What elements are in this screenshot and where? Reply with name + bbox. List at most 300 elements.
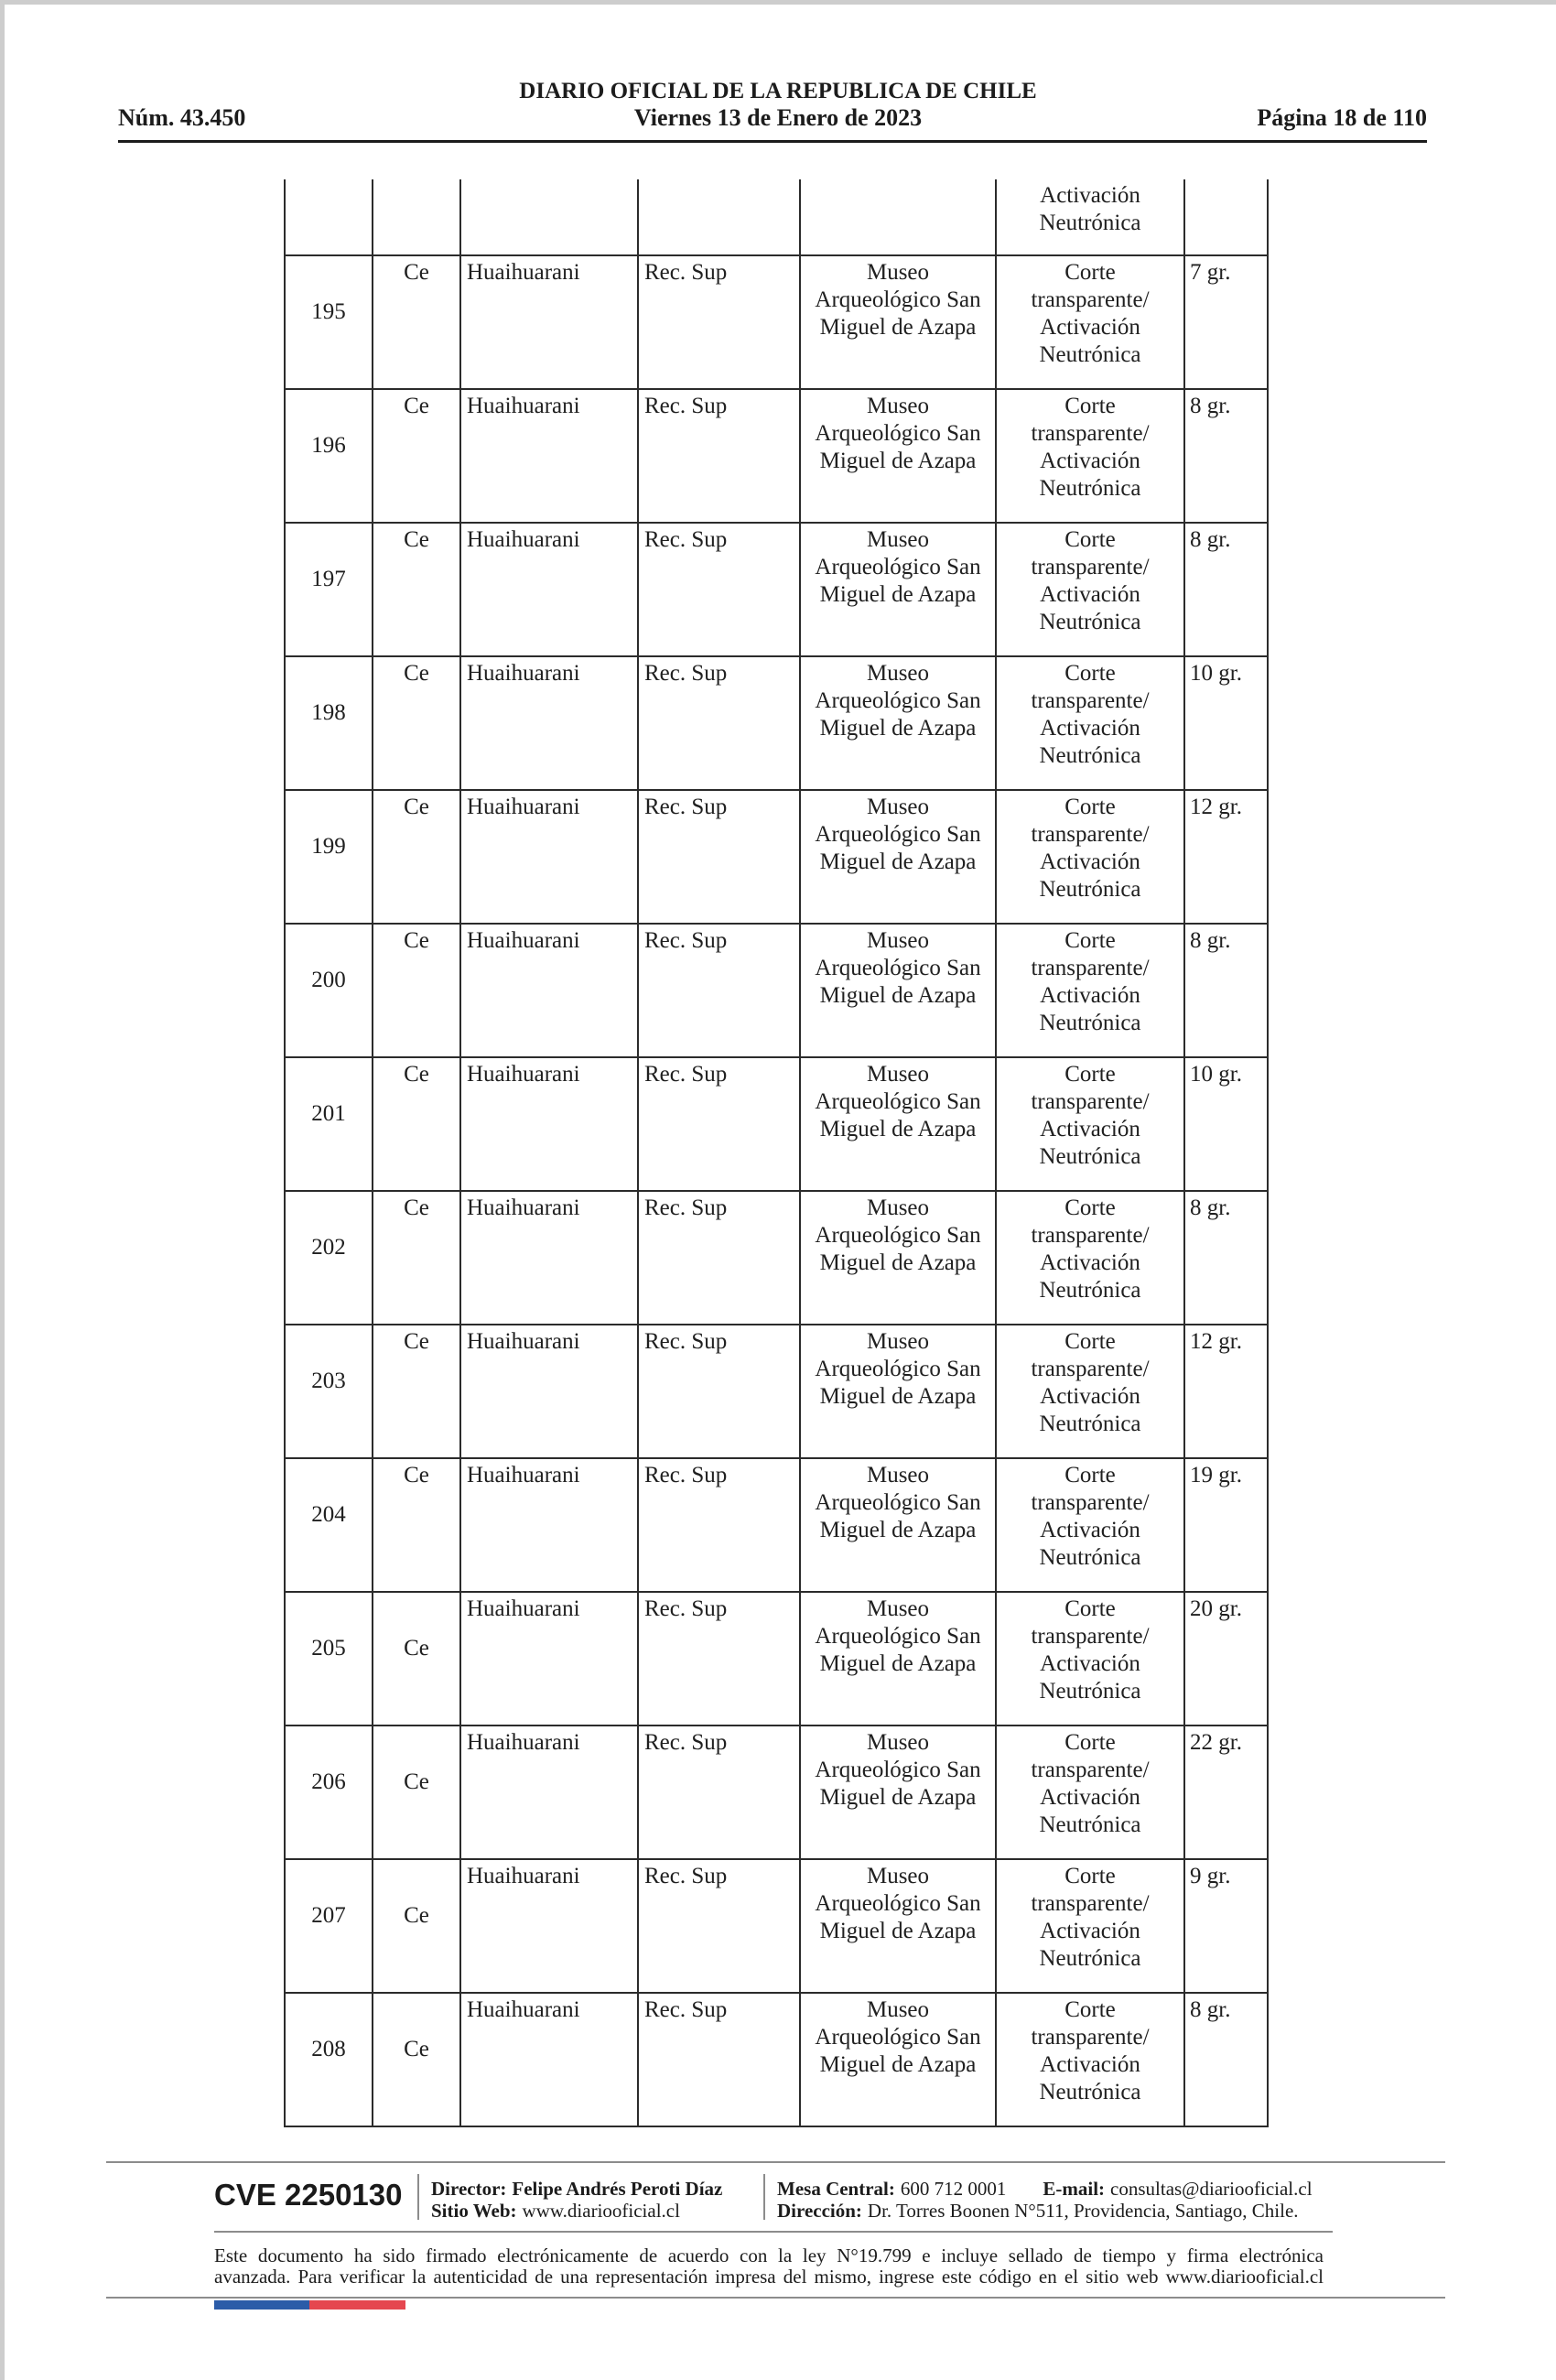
analysis-method-line: Neutrónica — [1039, 743, 1141, 768]
analysis-method-line: Activación — [1040, 1384, 1140, 1409]
analysis-method — [996, 179, 1184, 255]
director-label: Director: — [431, 2178, 507, 2200]
element-symbol — [373, 924, 460, 1057]
sample-weight-line: 8 gr. — [1190, 928, 1231, 953]
museum-name-line: Miguel de Azapa — [819, 1651, 977, 1676]
museum-name-line: Museo — [866, 1997, 930, 2022]
analysis-method-line: Activación — [1040, 449, 1140, 473]
analysis-method — [996, 656, 1184, 790]
sample-type — [638, 1592, 800, 1726]
analysis-method-line: Activación — [1040, 582, 1140, 607]
museum-name — [800, 790, 996, 924]
element-symbol — [373, 523, 460, 656]
email-label: E-mail: — [1043, 2178, 1106, 2200]
row-number-line: 198 — [311, 700, 346, 725]
site-name — [460, 1191, 638, 1325]
analysis-method — [996, 1325, 1184, 1458]
analysis-method-line: transparente/ — [1031, 2025, 1150, 2050]
museum-name-line: Arqueológico San — [815, 1089, 981, 1114]
row-number — [285, 179, 373, 255]
analysis-method — [996, 1859, 1184, 1993]
element-symbol — [373, 1993, 460, 2126]
museum-name-line: Arqueológico San — [815, 1758, 981, 1782]
element-symbol — [373, 1592, 460, 1726]
site-name — [460, 1859, 638, 1993]
analysis-method-line: transparente/ — [1031, 1624, 1150, 1649]
analysis-method — [996, 1057, 1184, 1191]
analysis-method-line: Corte — [1064, 928, 1116, 953]
sample-type-line: Rec. Sup — [644, 1195, 728, 1220]
sample-type — [638, 1191, 800, 1325]
analysis-method-line: Activación — [1040, 716, 1140, 741]
analysis-method — [996, 389, 1184, 523]
row-number-line: 208 — [311, 2037, 346, 2061]
cve-code: CVE 2250130 — [214, 2178, 403, 2212]
museum-name-line: Arqueológico San — [815, 1357, 981, 1381]
row-number-line: 204 — [311, 1502, 346, 1527]
row-number — [285, 523, 373, 656]
analysis-method — [996, 1592, 1184, 1726]
row-number — [285, 1057, 373, 1191]
analysis-method-line: Corte — [1064, 394, 1116, 418]
museum-name — [800, 523, 996, 656]
analysis-method-line: Corte — [1064, 1062, 1116, 1087]
table-row — [285, 1993, 1268, 2126]
sample-type-line: Rec. Sup — [644, 1997, 728, 2022]
contact-line — [777, 2178, 1313, 2200]
sample-weight-line: 9 gr. — [1190, 1864, 1231, 1888]
sample-weight-line: 8 gr. — [1190, 1195, 1231, 1220]
museum-name-line: Museo — [866, 1596, 930, 1621]
table-row — [285, 1859, 1268, 1993]
museum-name-line: Arqueológico San — [815, 822, 981, 847]
analysis-method-line: Activación — [1040, 1250, 1140, 1275]
museum-name-line: Miguel de Azapa — [819, 983, 977, 1008]
analysis-method-line: Neutrónica — [1039, 1812, 1141, 1837]
flag-stripe-blue — [214, 2300, 309, 2310]
sample-type-line: Rec. Sup — [644, 1329, 728, 1354]
site-name — [460, 523, 638, 656]
site-name-line: Huaihuarani — [467, 1730, 580, 1755]
museum-name-line: Museo — [866, 1329, 930, 1354]
element-symbol-line: Ce — [404, 260, 429, 285]
museum-name-line: Museo — [866, 1730, 930, 1755]
sample-type — [638, 1325, 800, 1458]
site-name — [460, 1325, 638, 1458]
sample-weight-line: 22 gr. — [1190, 1730, 1242, 1755]
analysis-method-line: transparente/ — [1031, 956, 1150, 980]
phone-number: 600 712 0001 — [900, 2178, 1007, 2200]
museum-name — [800, 1057, 996, 1191]
museum-name — [800, 1458, 996, 1592]
museum-name-line: Miguel de Azapa — [819, 1117, 977, 1141]
analysis-method-line: Corte — [1064, 1864, 1116, 1888]
row-number-line: 195 — [311, 299, 346, 324]
element-symbol — [373, 1458, 460, 1592]
analysis-method-line: Activación — [1040, 2052, 1140, 2077]
sample-weight — [1184, 255, 1268, 389]
table-row — [285, 924, 1268, 1057]
address-line — [777, 2200, 1313, 2222]
analysis-method-line: transparente/ — [1031, 1490, 1150, 1515]
element-symbol — [373, 656, 460, 790]
sample-type-line: Rec. Sup — [644, 527, 728, 552]
museum-name — [800, 1325, 996, 1458]
site-name-line: Huaihuarani — [467, 1864, 580, 1888]
sample-weight — [1184, 1057, 1268, 1191]
sample-type — [638, 179, 800, 255]
sample-type — [638, 1458, 800, 1592]
museum-name — [800, 389, 996, 523]
table-row — [285, 1726, 1268, 1859]
site-name — [460, 255, 638, 389]
analysis-method-line: transparente/ — [1031, 1223, 1150, 1248]
row-number — [285, 1726, 373, 1859]
element-symbol — [373, 1726, 460, 1859]
footer-contact-block — [777, 2178, 1313, 2222]
analysis-method-line: Corte — [1064, 260, 1116, 285]
museum-name-line: Miguel de Azapa — [819, 582, 977, 607]
analysis-method-line: transparente/ — [1031, 421, 1150, 446]
analysis-method-line: Neutrónica — [1039, 1144, 1141, 1169]
analysis-method-line: Neutrónica — [1039, 1412, 1141, 1436]
analysis-method-line: Corte — [1064, 1463, 1116, 1488]
museum-name-line: Miguel de Azapa — [819, 315, 977, 340]
header-divider — [118, 140, 1427, 143]
footer-director-block — [431, 2178, 722, 2222]
site-name-line: Huaihuarani — [467, 795, 580, 819]
site-name — [460, 1993, 638, 2126]
analysis-method-line: Neutrónica — [1039, 342, 1141, 367]
sample-type — [638, 924, 800, 1057]
museum-name-line: Arqueológico San — [815, 1891, 981, 1916]
analysis-method — [996, 1191, 1184, 1325]
element-symbol-line: Ce — [404, 1769, 429, 1794]
analysis-method-line: Activación — [1040, 315, 1140, 340]
director-line — [431, 2178, 722, 2200]
site-name-line: Huaihuarani — [467, 1596, 580, 1621]
site-name-line: Huaihuarani — [467, 1195, 580, 1220]
sample-type-line: Rec. Sup — [644, 928, 728, 953]
site-name-line: Huaihuarani — [467, 1463, 580, 1488]
museum-name-line: Miguel de Azapa — [819, 716, 977, 741]
sample-type — [638, 1993, 800, 2126]
element-symbol — [373, 1191, 460, 1325]
museum-name-line: Miguel de Azapa — [819, 849, 977, 874]
analysis-method-line: Activación — [1040, 849, 1140, 874]
analysis-method-line: Activación — [1040, 983, 1140, 1008]
analysis-method — [996, 1726, 1184, 1859]
museum-name-line: Arqueológico San — [815, 1223, 981, 1248]
sample-type — [638, 790, 800, 924]
museum-name-line: Miguel de Azapa — [819, 2052, 977, 2077]
element-symbol — [373, 255, 460, 389]
analysis-method-line: Neutrónica — [1039, 877, 1141, 902]
analysis-method-line: transparente/ — [1031, 688, 1150, 713]
analysis-method-line: Corte — [1064, 795, 1116, 819]
row-number — [285, 656, 373, 790]
sample-type-line: Rec. Sup — [644, 1730, 728, 1755]
element-symbol — [373, 1325, 460, 1458]
sample-weight — [1184, 1859, 1268, 1993]
element-symbol-line: Ce — [404, 527, 429, 552]
sample-type — [638, 1859, 800, 1993]
sample-type — [638, 656, 800, 790]
sample-weight — [1184, 1726, 1268, 1859]
sample-weight — [1184, 1191, 1268, 1325]
sample-type-line: Rec. Sup — [644, 1062, 728, 1087]
table-row — [285, 389, 1268, 523]
element-symbol — [373, 790, 460, 924]
row-number-line: 203 — [311, 1368, 346, 1393]
site-name — [460, 656, 638, 790]
museum-name-line: Museo — [866, 1062, 930, 1087]
museum-name-line: Miguel de Azapa — [819, 1250, 977, 1275]
museum-name-line: Museo — [866, 795, 930, 819]
museum-name-line: Arqueológico San — [815, 1624, 981, 1649]
element-symbol-line: Ce — [404, 394, 429, 418]
analysis-method-line: Neutrónica — [1039, 1011, 1141, 1035]
museum-name — [800, 1859, 996, 1993]
museum-name-line: Miguel de Azapa — [819, 1384, 977, 1409]
sample-type-line: Rec. Sup — [644, 260, 728, 285]
element-symbol-line: Ce — [404, 1903, 429, 1928]
row-number-line: 207 — [311, 1903, 346, 1928]
museum-name-line: Miguel de Azapa — [819, 1785, 977, 1810]
sample-weight — [1184, 523, 1268, 656]
footer-vertical-divider — [763, 2174, 765, 2220]
analysis-method-line: Corte — [1064, 1997, 1116, 2022]
analysis-method-line: Activación — [1040, 1785, 1140, 1810]
sample-weight-line: 8 gr. — [1190, 394, 1231, 418]
element-symbol — [373, 1859, 460, 1993]
sample-weight-line: 20 gr. — [1190, 1596, 1242, 1621]
museum-name — [800, 924, 996, 1057]
element-symbol — [373, 1057, 460, 1191]
table-row — [285, 1191, 1268, 1325]
site-name-line: Huaihuarani — [467, 661, 580, 686]
sample-weight — [1184, 1458, 1268, 1592]
site-name — [460, 1458, 638, 1592]
analysis-method-line: transparente/ — [1031, 1891, 1150, 1916]
table-row — [285, 1592, 1268, 1726]
row-number — [285, 1592, 373, 1726]
website-line — [431, 2200, 722, 2222]
table-row — [285, 1057, 1268, 1191]
museum-name-line: Arqueológico San — [815, 555, 981, 579]
analysis-method-line: transparente/ — [1031, 555, 1150, 579]
website-label: Sitio Web: — [431, 2200, 517, 2222]
element-symbol-line: Ce — [404, 1636, 429, 1661]
row-number — [285, 1859, 373, 1993]
sample-weight — [1184, 1325, 1268, 1458]
address-text: Dr. Torres Boonen N°511, Providencia, Santiago, Chile. — [867, 2200, 1299, 2222]
museum-name-line: Arqueológico San — [815, 287, 981, 312]
site-name-line: Huaihuarani — [467, 928, 580, 953]
analysis-method — [996, 523, 1184, 656]
table-row — [285, 656, 1268, 790]
row-number — [285, 1458, 373, 1592]
table-row — [285, 790, 1268, 924]
museum-name — [800, 1993, 996, 2126]
sample-type-line: Rec. Sup — [644, 1596, 728, 1621]
museum-name — [800, 1726, 996, 1859]
analysis-method-line: Neutrónica — [1039, 1679, 1141, 1704]
analysis-method — [996, 790, 1184, 924]
footer-divider-bottom — [106, 2297, 1445, 2299]
museum-name — [800, 656, 996, 790]
row-number-line: 201 — [311, 1101, 346, 1126]
museum-name-line: Museo — [866, 1864, 930, 1888]
sample-weight-line: 10 gr. — [1190, 661, 1242, 686]
footer-vertical-divider — [417, 2174, 419, 2220]
flag-stripe-red — [309, 2300, 405, 2310]
element-symbol-line: Ce — [404, 1329, 429, 1354]
site-name-line: Huaihuarani — [467, 394, 580, 418]
sample-weight — [1184, 389, 1268, 523]
analysis-method-line: Activación — [1040, 1117, 1140, 1141]
museum-name-line: Arqueológico San — [815, 2025, 981, 2050]
row-number-line: 206 — [311, 1769, 346, 1794]
sample-type — [638, 1057, 800, 1191]
analysis-method-line: Neutrónica — [1039, 476, 1141, 501]
element-symbol-line: Ce — [404, 1463, 429, 1488]
element-symbol-line: Ce — [404, 2037, 429, 2061]
row-number — [285, 790, 373, 924]
sample-weight-line: 12 gr. — [1190, 1329, 1242, 1354]
site-name — [460, 1592, 638, 1726]
analysis-method-line: Activación — [1040, 1919, 1140, 1943]
signature-disclaimer — [214, 2245, 1324, 2288]
sample-weight-line: 7 gr. — [1190, 260, 1231, 285]
site-name — [460, 389, 638, 523]
row-number-line: 200 — [311, 968, 346, 992]
museum-name-line: Miguel de Azapa — [819, 449, 977, 473]
sample-type-line: Rec. Sup — [644, 795, 728, 819]
analysis-method-line: Activación — [1040, 1651, 1140, 1676]
element-symbol-line: Ce — [404, 661, 429, 686]
museum-name — [800, 1592, 996, 1726]
site-name-line: Huaihuarani — [467, 527, 580, 552]
row-number — [285, 1325, 373, 1458]
sample-weight-line: 8 gr. — [1190, 527, 1231, 552]
row-number-line: 205 — [311, 1636, 346, 1661]
sample-weight — [1184, 179, 1268, 255]
sample-type-line: Rec. Sup — [644, 1864, 728, 1888]
museum-name-line: Arqueológico San — [815, 421, 981, 446]
site-name — [460, 1726, 638, 1859]
row-number-line: 197 — [311, 567, 346, 591]
museum-name-line: Museo — [866, 1463, 930, 1488]
museum-name-line: Museo — [866, 527, 930, 552]
sample-weight — [1184, 1592, 1268, 1726]
sample-weight-line: 12 gr. — [1190, 795, 1242, 819]
director-name: Felipe Andrés Peroti Díaz — [512, 2178, 723, 2200]
site-name-line: Huaihuarani — [467, 1997, 580, 2022]
issue-number: Núm. 43.450 — [118, 104, 246, 131]
analysis-method-line: Corte — [1064, 661, 1116, 686]
museum-name — [800, 179, 996, 255]
analysis-method — [996, 255, 1184, 389]
analysis-method — [996, 1458, 1184, 1592]
sample-type-line: Rec. Sup — [644, 1463, 728, 1488]
museum-name-line: Arqueológico San — [815, 688, 981, 713]
museum-name-line: Museo — [866, 260, 930, 285]
disclaimer-line: avanzada. Para verificar la autenticidad de una representación impresa del mismo, ingrese este código en el sitio web www.diariooficial.cl — [214, 2266, 1324, 2288]
site-name — [460, 790, 638, 924]
analysis-method-line: transparente/ — [1031, 1089, 1150, 1114]
analysis-method-line: Neutrónica — [1039, 1545, 1141, 1570]
sample-type — [638, 1726, 800, 1859]
museum-name-line: Museo — [866, 394, 930, 418]
sample-weight — [1184, 1993, 1268, 2126]
sample-type — [638, 389, 800, 523]
analysis-method-line: transparente/ — [1031, 822, 1150, 847]
analysis-method-line: Activación — [1040, 1518, 1140, 1542]
samples-table — [284, 179, 1269, 2127]
analysis-method-line: Corte — [1064, 1730, 1116, 1755]
museum-name-line: Museo — [866, 928, 930, 953]
email-link[interactable]: consultas@diariooficial.cl — [1110, 2178, 1313, 2200]
row-number — [285, 1191, 373, 1325]
element-symbol-line: Ce — [404, 795, 429, 819]
site-name-line: Huaihuarani — [467, 260, 580, 285]
sample-type — [638, 523, 800, 656]
row-number — [285, 924, 373, 1057]
analysis-method-line: Neutrónica — [1039, 2080, 1141, 2104]
analysis-method-line: transparente/ — [1031, 287, 1150, 312]
row-number — [285, 255, 373, 389]
analysis-method-line: Corte — [1064, 1195, 1116, 1220]
element-symbol — [373, 179, 460, 255]
phone-label: Mesa Central: — [777, 2178, 895, 2200]
museum-name — [800, 255, 996, 389]
site-name-line: Huaihuarani — [467, 1062, 580, 1087]
table-row — [285, 1458, 1268, 1592]
analysis-method-line: Corte — [1064, 1329, 1116, 1354]
analysis-method-line: transparente/ — [1031, 1357, 1150, 1381]
sample-type-line: Rec. Sup — [644, 394, 728, 418]
table-row — [285, 255, 1268, 389]
element-symbol — [373, 389, 460, 523]
sample-weight-line: 19 gr. — [1190, 1463, 1242, 1488]
analysis-method — [996, 924, 1184, 1057]
sample-weight — [1184, 924, 1268, 1057]
row-number-line: 196 — [311, 433, 346, 458]
disclaimer-line: Este documento ha sido firmado electrónicamente de acuerdo con la ley N°19.799 e incluye sellado de tiempo y firma electrónica — [214, 2245, 1324, 2266]
continued-row — [285, 179, 1268, 255]
table-row — [285, 523, 1268, 656]
row-number-line: 202 — [311, 1235, 346, 1260]
analysis-method-line: transparente/ — [1031, 1758, 1150, 1782]
analysis-method — [996, 1993, 1184, 2126]
sample-weight-line: 10 gr. — [1190, 1062, 1242, 1087]
footer-divider-top — [106, 2161, 1445, 2163]
analysis-method-line: Activación — [1040, 183, 1140, 208]
analysis-method-line: Neutrónica — [1039, 610, 1141, 634]
element-symbol-line: Ce — [404, 928, 429, 953]
element-symbol-line: Ce — [404, 1195, 429, 1220]
analysis-method-line: Neutrónica — [1039, 211, 1141, 235]
museum-name — [800, 1191, 996, 1325]
footer-divider-middle — [214, 2231, 1333, 2233]
address-label: Dirección: — [777, 2200, 862, 2222]
analysis-method-line: Neutrónica — [1039, 1946, 1141, 1971]
museum-name-line: Museo — [866, 1195, 930, 1220]
website-link[interactable]: www.diariooficial.cl — [522, 2200, 680, 2222]
sample-weight — [1184, 656, 1268, 790]
analysis-method-line: Corte — [1064, 1596, 1116, 1621]
